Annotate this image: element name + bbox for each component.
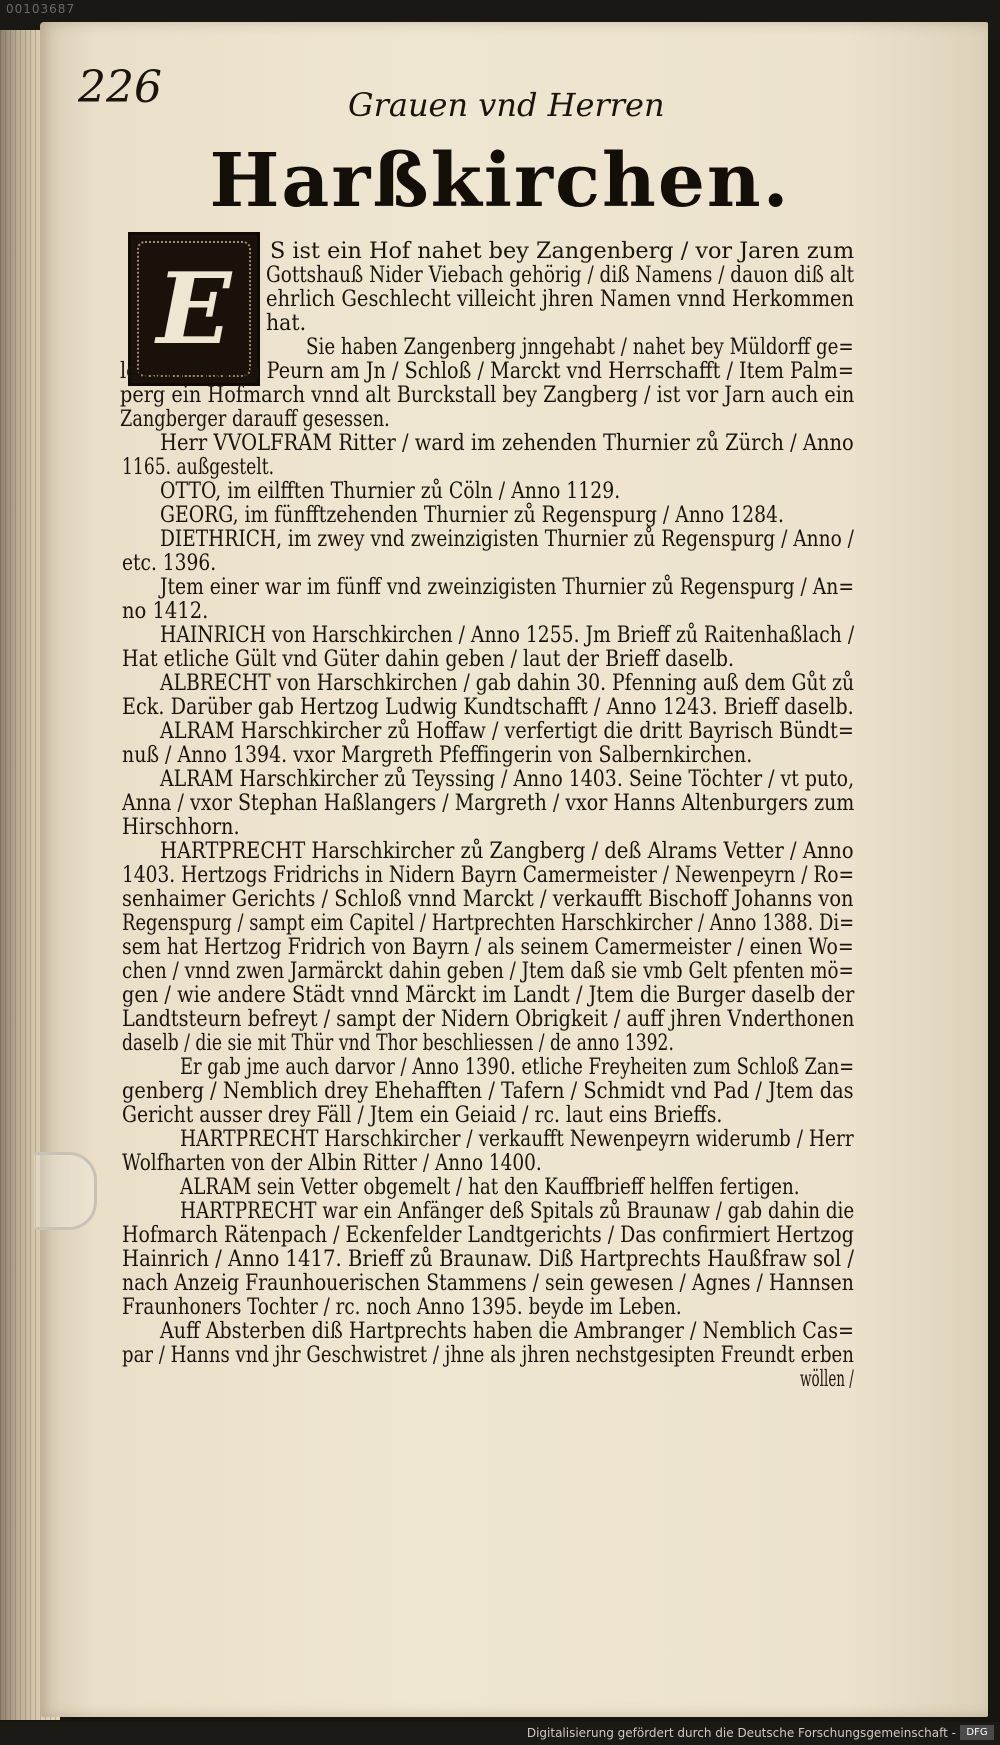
text-line: daselb / die sie mit Thür vnd Thor beschliessen / de anno 1392.	[122, 1031, 674, 1056]
text-line: etc. 1396.	[122, 551, 217, 576]
text-line: Sie haben Zangenberg jnngehabt / nahet bey Müldorff ge=	[306, 335, 854, 360]
text-line: Hat etliche Gült vnd Güter dahin geben / laut der Brieff daselb.	[122, 647, 735, 672]
text-line: Fraunhoners Tochter / rc. noch Anno 1395. beyde im Leben.	[122, 1295, 682, 1320]
text-line: Zangberger darauff gesessen.	[120, 407, 390, 432]
text-line: GEORG, im fünfftzehenden Thurnier zů Regenspurg / Anno 1284.	[160, 503, 784, 528]
text-line: Hofmarch Rätenpach / Eckenfelder Landtgerichts / Das confirmiert Hertzog	[122, 1223, 854, 1248]
text-line: no 1412.	[122, 599, 209, 624]
text-line: Hainrich / Anno 1417. Brieff zů Braunaw. Diß Hartprechts Haußfraw sol /	[122, 1247, 854, 1272]
text-line: ALRAM Harschkircher zů Teyssing / Anno 1403. Seine Töchter / vt puto,	[160, 767, 855, 792]
text-line: gen / wie andere Städt vnnd Märckt im Landt / Jtem die Burger daselb der	[122, 983, 855, 1008]
text-line: Regenspurg / sampt eim Capitel / Hartprechten Harschkircher / Anno 1388. Di=	[122, 911, 855, 936]
text-line: genberg / Nemblich drey Ehehafften / Tafern / Schmidt vnd Pad / Jtem das	[122, 1079, 854, 1104]
text-line: nuß / Anno 1394. vxor Margreth Pfeffingerin von Salbernkirchen.	[122, 743, 753, 768]
text-line: HARTPRECHT Harschkircher zů Zangberg / deß Alrams Vetter / Anno	[160, 839, 854, 864]
text-line: chen / vnnd zwen Jarmärckt dahin geben / Jtem daß sie vmb Gelt pfenten mö=	[122, 959, 854, 984]
text-line: Wolfharten von der Albin Ritter / Anno 1400.	[122, 1151, 542, 1176]
text-line: par / Hanns vnd jhr Geschwistret / jhne als jhren nechstgesipten Freundt erben	[122, 1343, 854, 1368]
text-line: wöllen /	[800, 1367, 854, 1392]
text-line: S ist ein Hof nahet bey Zangenberg / vor Jaren zum	[270, 239, 855, 264]
text-line: hat.	[266, 311, 307, 336]
text-line: DIETHRICH, im zwey vnd zweinzigisten Thurnier zů Regenspurg / Anno /	[160, 527, 854, 552]
decorated-initial: E	[128, 232, 260, 386]
text-line: Herr VVOLFRAM Ritter / ward im zehenden Thurnier zů Zürch / Anno	[160, 431, 854, 456]
text-line: Auff Absterben diß Hartprechts haben die Ambranger / Nemblich Cas=	[160, 1319, 855, 1344]
text-line: nach Anzeig Fraunhouerischen Stammens / sein gewesen / Agnes / Hannsen	[122, 1271, 854, 1296]
text-line: Landtsteurn befreyt / sampt der Nidern Obrigkeit / auff jhren Vnderthonen	[122, 1007, 855, 1032]
text-line: Hirschhorn.	[122, 815, 240, 840]
scan-id: 00103687	[6, 2, 76, 16]
text-line: OTTO, im eilfften Thurnier zů Cöln / Anno 1129.	[160, 479, 621, 504]
text-line: Eck. Darüber gab Hertzog Ludwig Kundtschafft / Anno 1243. Brieff daselb.	[122, 695, 854, 720]
text-line: senhaimer Gerichts / Schloß vnnd Marckt / verkaufft Bischoff Johanns von	[122, 887, 854, 912]
text-line: HARTPRECHT Harschkircher / verkaufft Newenpeyrn widerumb / Herr	[180, 1127, 854, 1152]
page-clip	[34, 1152, 97, 1230]
text-line: Er gab jme auch darvor / Anno 1390. etliche Freyheiten zum Schloß Zan=	[180, 1055, 855, 1080]
text-line: perg ein Hofmarch vnnd alt Burckstall bey Zangberg / ist vor Jarn auch ein	[120, 383, 855, 408]
text-line: Gottshauß Nider Viebach gehörig / diß Namens / dauon diß alt	[266, 263, 855, 288]
text-line: Jtem einer war im fünff vnd zweinzigisten Thurnier zů Regenspurg / An=	[160, 575, 855, 600]
dfg-logo-icon: DFG	[960, 1725, 994, 1740]
text-line: HARTPRECHT war ein Anfänger deß Spitals zů Braunaw / gab dahin die	[180, 1199, 855, 1224]
page-title: Harßkirchen.	[209, 138, 791, 224]
running-head: Grauen vnd Herren	[348, 86, 665, 124]
text-line: ALBRECHT von Harschkirchen / gab dahin 30. Pfenning auß dem Gůt zů	[160, 671, 855, 696]
text-line: Anna / vxor Stephan Haßlangers / Margreth / vxor Hanns Altenburgers zum	[122, 791, 855, 816]
text-line: HAINRICH von Harschkirchen / Anno 1255. Jm Brieff zů Raitenhaßlach /	[160, 623, 855, 648]
text-line: legen / Newen Peurn am Jn / Schloß / Marckt vnd Herrschafft / Item Palm=	[120, 359, 854, 384]
text-line: 1403. Hertzogs Fridrichs in Nidern Bayrn Camermeister / Newenpeyrn / Ro=	[122, 863, 855, 888]
page-number: 226	[78, 62, 162, 113]
text-line: ALRAM sein Vetter obgemelt / hat den Kauffbrieff helffen fertigen.	[180, 1175, 800, 1200]
text-line: ehrlich Geschlecht villeicht jhren Namen vnnd Herkommen	[266, 287, 855, 312]
text-line: ALRAM Harschkircher zů Hoffaw / verfertigt die dritt Bayrisch Bündt=	[160, 719, 854, 744]
text-line: 1165. außgestelt.	[122, 455, 275, 480]
digitization-note: Digitalisierung gefördert durch die Deutsche Forschungsgemeinschaft -	[526, 1726, 956, 1740]
text-line: sem hat Hertzog Fridrich von Bayrn / als seinem Camermeister / einen Wo=	[122, 935, 854, 960]
text-line: Gericht ausser drey Fäll / Jtem ein Geiaid / rc. laut eins Brieffs.	[122, 1103, 723, 1128]
